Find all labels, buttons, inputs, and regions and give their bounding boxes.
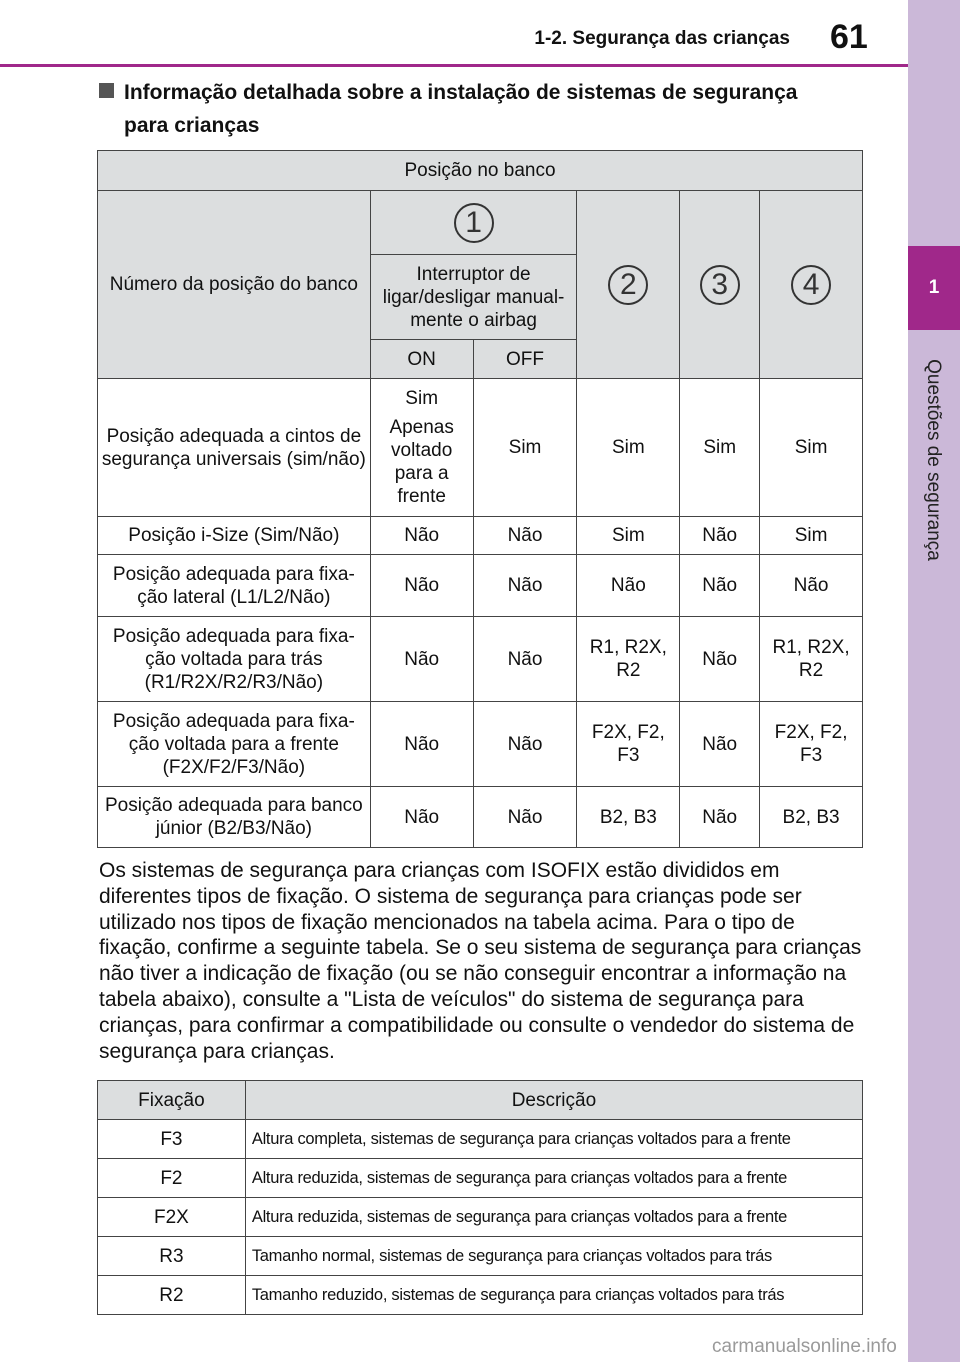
- table-row: [98, 1237, 863, 1276]
- row-label: Posição adequada para banco júnior (B2/B3/Não): [98, 787, 371, 848]
- section-heading-line1: Informação detalhada sobre a instalação de sistemas de segurança: [124, 81, 798, 104]
- table-cell: Não: [473, 787, 577, 848]
- table-cell: Sim: [577, 517, 680, 555]
- seat-position-header: Posição no banco: [98, 151, 863, 191]
- header-section-title: 1-2. Segurança das crianças: [534, 28, 790, 49]
- seat-2-cell: [577, 191, 680, 379]
- table-cell: Não: [473, 555, 577, 617]
- fixation-code: F2X: [98, 1198, 246, 1237]
- fixation-code: F2: [98, 1159, 246, 1198]
- seat-2-badge: 2: [608, 265, 648, 305]
- table-row: [98, 1159, 863, 1198]
- table-cell: Não: [473, 517, 577, 555]
- airbag-on-label: ON: [370, 340, 473, 379]
- table-cell: Não: [680, 517, 760, 555]
- table-cell: Não: [370, 555, 473, 617]
- table-cell: R1, R2X, R2: [577, 617, 680, 702]
- table-row: [98, 787, 863, 848]
- section-heading: [99, 76, 879, 142]
- isofix-paragraph: Os sistemas de segurança para crianças com ISOFIX estão divididos em diferentes tipos de fixação. O sistema de segurança para crianças pode ser utilizado nos tipos de fixação mencionados na tabela acima. Para o tipo de fixação, confirme a seguinte tabela. Se o seu sistema de segurança para crianças não tiver a indicação de fixação (ou se não conseguir encontrar a informação na tabela abaixo), consulte a "Lista de veículos" do sistema de segurança para crianças, para confirmar a compatibilidade ou consulte o vendedor do sistema de segurança para crianças.: [99, 859, 862, 1063]
- fixation-description: Tamanho normal, sistemas de segurança para crianças voltados para trás: [245, 1237, 862, 1276]
- table-row: [98, 517, 863, 555]
- table-cell: Sim: [680, 379, 760, 517]
- bullet-square-icon: [99, 83, 114, 98]
- fixation-description: Altura reduzida, sistemas de segurança para crianças voltados para a frente: [245, 1198, 862, 1237]
- table-cell: Sim: [473, 379, 577, 517]
- table-row: [98, 617, 863, 702]
- seat-4-cell: [760, 191, 863, 379]
- table-row: [98, 1276, 863, 1315]
- watermark: carmanualsonline.info: [712, 1336, 897, 1357]
- table-cell: Não: [370, 517, 473, 555]
- fixation-header: Fixação: [98, 1081, 246, 1120]
- table-cell: Não: [473, 617, 577, 702]
- table-cell: Não: [370, 702, 473, 787]
- page-number: 61: [830, 18, 868, 56]
- fixation-code: F3: [98, 1120, 246, 1159]
- cell-line: Apenas voltado para a frente: [389, 417, 454, 507]
- seat-3-badge: 3: [700, 265, 740, 305]
- table-cell: Não: [577, 555, 680, 617]
- chapter-number-tab[interactable]: 1: [908, 246, 960, 330]
- table-cell: B2, B3: [760, 787, 863, 848]
- seat-3-cell: [680, 191, 760, 379]
- table-row: [98, 555, 863, 617]
- table-cell: B2, B3: [577, 787, 680, 848]
- airbag-off-label: OFF: [473, 340, 577, 379]
- fixation-code: R2: [98, 1276, 246, 1315]
- table-cell: R1, R2X, R2: [760, 617, 863, 702]
- header-divider: [0, 64, 908, 67]
- chapter-title: Questões de segurança: [923, 359, 944, 561]
- fixation-code: R3: [98, 1237, 246, 1276]
- table-cell: Não: [370, 787, 473, 848]
- row-label: Posição adequada para fixa-ção voltada para a frente (F2X/F2/F3/Não): [98, 702, 371, 787]
- fixation-description: Tamanho reduzido, sistemas de segurança para crianças voltados para trás: [245, 1276, 862, 1315]
- fixation-table: [97, 1080, 863, 1315]
- table-cell: F2X, F2, F3: [577, 702, 680, 787]
- row-label: Posição adequada para fixa-ção voltada para trás (R1/R2X/R2/R3/Não): [98, 617, 371, 702]
- seat-1-cell: [370, 191, 577, 255]
- row-label: Posição adequada a cintos de segurança universais (sim/não): [98, 379, 371, 517]
- description-header: Descrição: [245, 1081, 862, 1120]
- fixation-description: Altura reduzida, sistemas de segurança para crianças voltados para a frente: [245, 1159, 862, 1198]
- table-cell: Não: [370, 617, 473, 702]
- table-cell: Não: [680, 555, 760, 617]
- table-cell: Sim: [577, 379, 680, 517]
- table-row: [98, 379, 863, 517]
- row-label: Posição adequada para fixa-ção lateral (L1/L2/Não): [98, 555, 371, 617]
- table-cell: Sim: [760, 517, 863, 555]
- table-cell: F2X, F2, F3: [760, 702, 863, 787]
- table-cell: Não: [473, 702, 577, 787]
- table-row: [98, 702, 863, 787]
- table-row: [98, 1120, 863, 1159]
- table-cell: Não: [680, 787, 760, 848]
- airbag-switch-label: Interruptor de ligar/desligar manual-mente o airbag: [370, 255, 577, 340]
- section-heading-line2: para crianças: [124, 114, 260, 137]
- table-cell: Sim: [760, 379, 863, 517]
- seat-4-badge: 4: [791, 265, 831, 305]
- table-cell: [370, 379, 473, 517]
- seat-position-table: [97, 150, 863, 848]
- table-cell: Não: [680, 702, 760, 787]
- table-cell: Não: [680, 617, 760, 702]
- table-row: [98, 1198, 863, 1237]
- row-label: Posição i-Size (Sim/Não): [98, 517, 371, 555]
- seat-1-badge: 1: [454, 203, 494, 243]
- fixation-description: Altura completa, sistemas de segurança para crianças voltados para a frente: [245, 1120, 862, 1159]
- cell-line: Sim: [405, 388, 439, 409]
- chapter-sidebar: [908, 0, 960, 1362]
- table-cell: Não: [760, 555, 863, 617]
- seat-number-label: Número da posição do banco: [98, 191, 371, 379]
